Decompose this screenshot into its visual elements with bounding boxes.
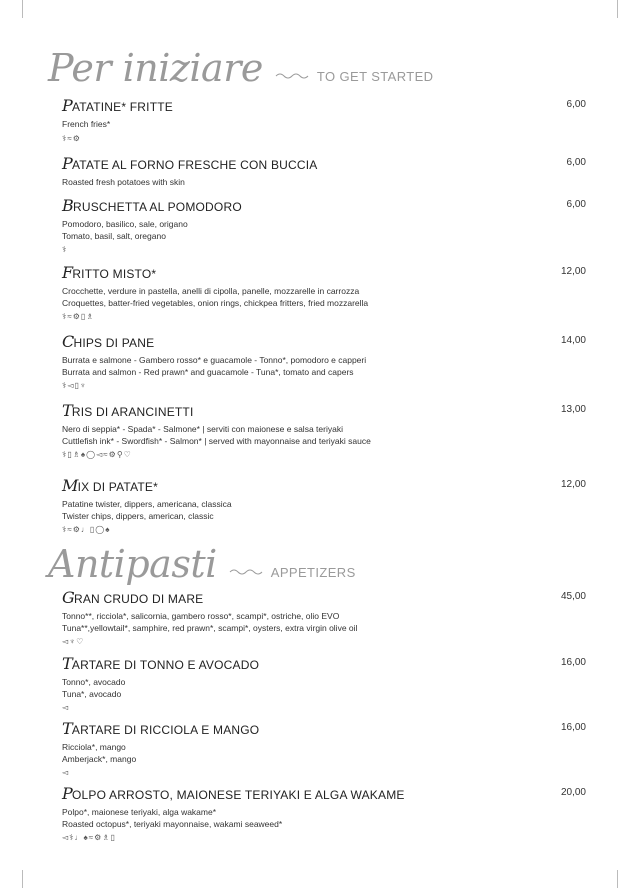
crop-mark-top-left [22,0,23,18]
section-subtitle: APPETIZERS [270,565,356,580]
item-title: TARTARE DI TONNO E AVOCADO [62,654,260,673]
item-title: GRAN CRUDO DI MARE [62,588,204,607]
allergen-icons: ⚕▯♗♠◯◅≈⚙⚲♡ [62,450,132,459]
section-title: Antipasti [48,542,217,586]
item-title: TRIS DI ARANCINETTI [62,401,194,420]
item-price: 20,00 [560,787,586,798]
item-description: French fries* [62,119,111,129]
item-price: 45,00 [560,591,586,602]
menu-item-patate-al-forno [62,154,586,189]
item-price: 12,00 [560,266,586,277]
item-price: 6,00 [566,199,586,210]
item-description: Patatine twister, dippers, americana, classica Twister chips, dippers, american, classic [62,499,232,521]
section-subtitle: TO GET STARTED [316,69,434,84]
item-price: 16,00 [560,722,586,733]
allergen-icons: ⚕≈⚙♩▯◯♠ [62,525,111,534]
crop-mark-top-right [617,0,618,18]
item-title: BRUSCHETTA AL POMODORO [62,196,242,215]
section-title: Per iniziare [48,46,263,90]
menu-item-fritto-misto [62,263,586,321]
allergen-icons: ◅ [62,703,70,712]
item-title: TARTARE DI RICCIOLA E MANGO [62,719,260,738]
item-price: 13,00 [560,404,586,415]
item-title: PATATINE* FRITTE [62,96,173,115]
crop-mark-bottom-left [22,870,23,888]
item-title: FRITTO MISTO* [62,263,157,282]
item-price: 14,00 [560,335,586,346]
menu-item-tartare-tonno-avocado [62,654,586,712]
item-description: Tonno**, ricciola*, salicornia, gambero rosso*, scampi*, ostriche, olio EVO Tuna**,yellowtail*, samphire, red prawn*, scampi*, oysters, extra virgin olive oil [62,611,358,633]
section-header-antipasti [48,542,356,586]
menu-item-tris-di-arancinetti [62,401,586,459]
item-title: PATATE AL FORNO FRESCHE CON BUCCIA [62,154,318,173]
item-description: Roasted fresh potatoes with skin [62,177,185,187]
item-description: Crocchette, verdure in pastella, anelli di cipolla, panelle, mozzarelle in carrozza Croquettes, batter-fried vegetables, onion rings, chickpea fritters, fried mozzarella [62,286,369,308]
section-header-per-iniziare [48,46,433,90]
item-description: Ricciola*, mango Amberjack*, mango [62,742,137,764]
wave-ornament-icon [275,71,309,81]
wave-ornament-icon [229,567,263,577]
item-title: POLPO ARROSTO, MAIONESE TERIYAKI E ALGA WAKAME [62,784,405,803]
item-description: Polpo*, maionese teriyaki, alga wakame* Roasted octopus*, teriyaki mayonnaise, wakami seaweed* [62,807,283,829]
menu-item-patatine-fritte [62,96,586,143]
item-description: Tonno*, avocado Tuna*, avocado [62,677,126,699]
item-title: MIX DI PATATE* [62,476,158,495]
menu-item-tartare-ricciola-mango [62,719,586,777]
allergen-icons: ◅⚕♩♠≈⚙♗▯ [62,833,116,842]
allergen-icons: ⚕≈⚙▯♗ [62,312,95,321]
item-description: Nero di seppia* - Spada* - Salmone* | serviti con maionese e salsa teriyaki Cuttlefish ink* - Swordfish* - Salmon* | served with mayonnaise and teriyaki sauce [62,424,371,446]
item-description: Burrata e salmone - Gambero rosso* e guacamole - Tonno*, pomodoro e capperi Burrata and salmon - Red prawn* and guacamole - Tuna*, tomato and capers [62,355,367,377]
item-description: Pomodoro, basilico, sale, origano Tomato, basil, salt, oregano [62,219,188,241]
menu-item-mix-di-patate [62,476,586,534]
allergen-icons: ⚕≈⚙ [62,133,81,143]
item-price: 12,00 [560,479,586,490]
menu-item-polpo-arrosto [62,784,586,842]
item-title: CHIPS DI PANE [62,332,155,351]
item-price: 6,00 [566,157,586,168]
menu-item-gran-crudo-di-mare [62,588,586,646]
item-price: 16,00 [560,657,586,668]
allergen-icons: ⚕ [62,245,68,254]
crop-mark-bottom-right [617,870,618,888]
menu-item-chips-di-pane [62,332,586,390]
item-price: 6,00 [566,99,586,110]
allergen-icons: ◅ [62,768,70,777]
allergen-icons: ◅♆♡ [62,637,85,646]
menu-item-bruschetta [62,196,586,254]
allergen-icons: ⚕◅▯♆ [62,381,87,390]
